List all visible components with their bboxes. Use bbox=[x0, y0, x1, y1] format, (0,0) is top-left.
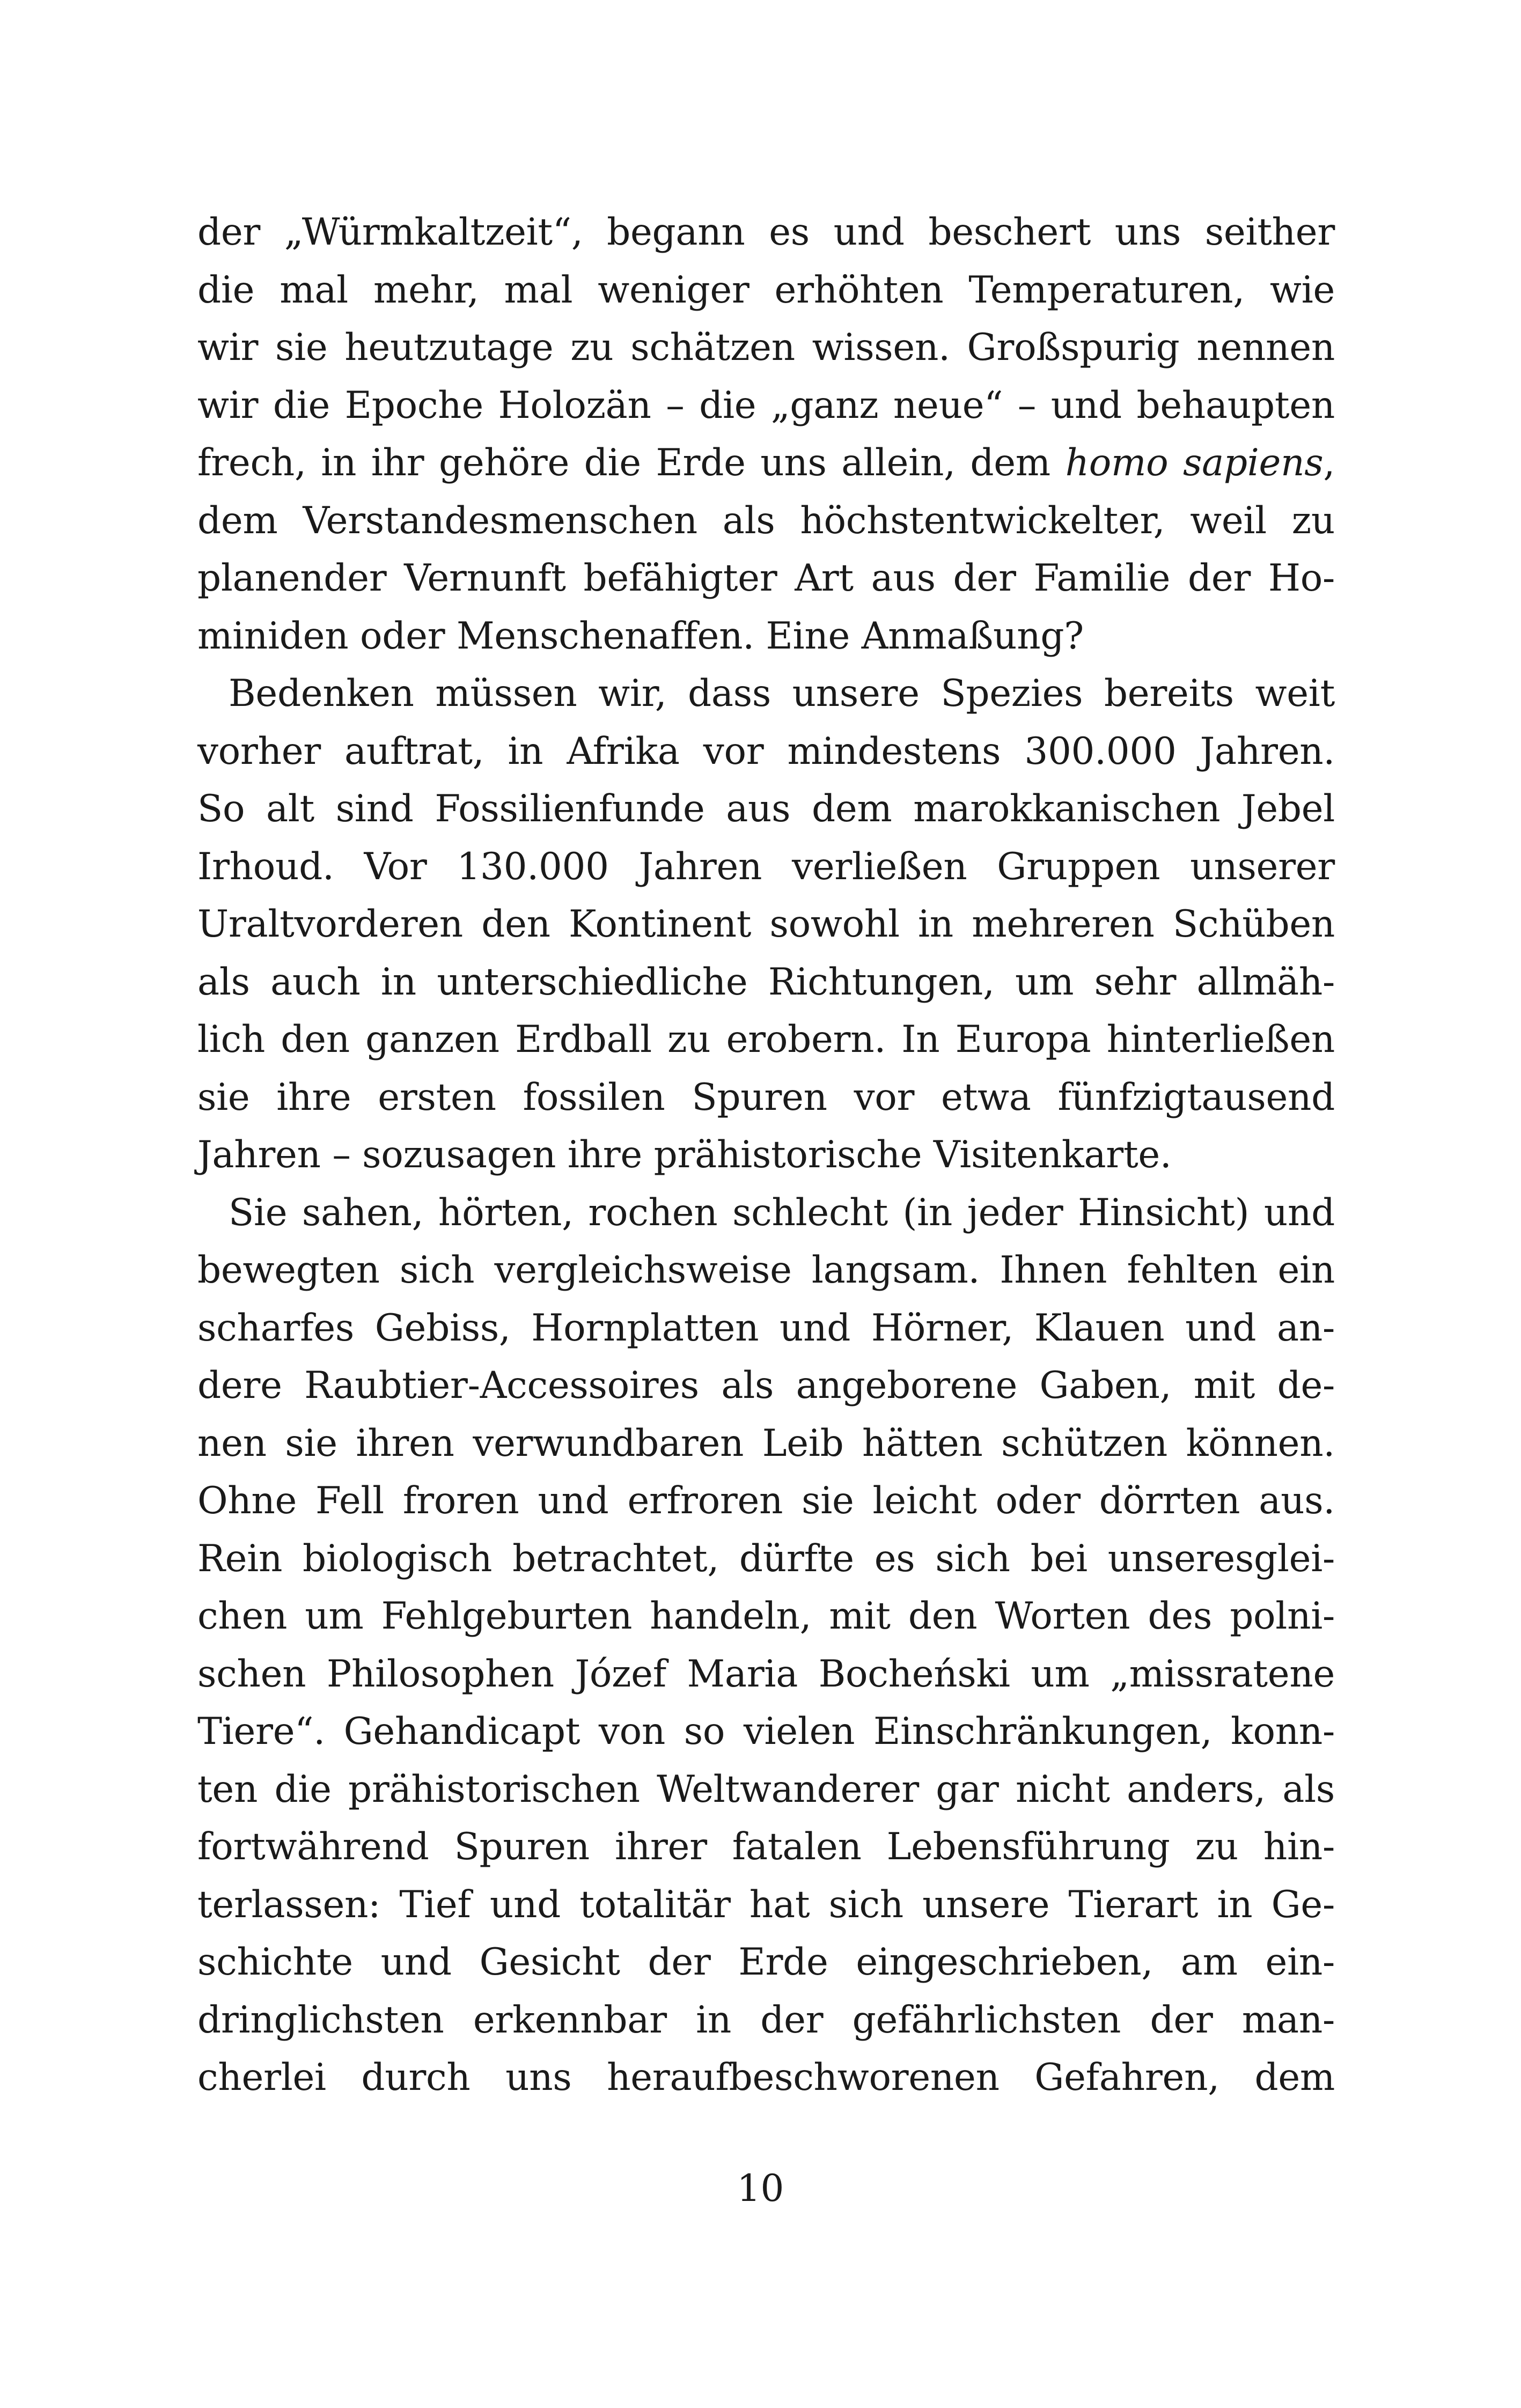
text-line: Irhoud. Vor 130.000 Jahren verließen Gruppen unserer bbox=[197, 845, 1335, 888]
text-line-with-italic: frech, in ihr gehöre die Erde uns allein, dem homo sapiens, bbox=[197, 441, 1335, 484]
text-line: ten die prähistorischen Weltwanderer gar nicht anders, als bbox=[197, 1768, 1335, 1811]
text-line: dringlichsten erkennbar in der gefährlichsten der man- bbox=[197, 1998, 1335, 2042]
text-line: terlassen: Tief und totalitär hat sich unsere Tierart in Ge- bbox=[197, 1883, 1335, 1926]
text-line: wir sie heutzutage zu schätzen wissen. Großspurig nennen bbox=[197, 326, 1335, 369]
paragraph-2 bbox=[197, 665, 1335, 1184]
text-line: fortwährend Spuren ihrer fatalen Lebensführung zu hin- bbox=[197, 1825, 1335, 1868]
paragraph-1 bbox=[197, 204, 1335, 665]
text-line: vorher auftrat, in Afrika vor mindestens 300.000 Jahren. bbox=[197, 730, 1335, 773]
text-line: als auch in unterschiedliche Richtungen, um sehr allmäh- bbox=[197, 960, 1335, 1004]
text-line: der „Würmkaltzeit“, begann es und beschert uns seither bbox=[197, 211, 1335, 254]
text-line: So alt sind Fossilienfunde aus dem marokkanischen Jebel bbox=[197, 787, 1335, 830]
paragraph-3 bbox=[197, 1184, 1335, 2107]
text-line: schen Philosophen Józef Maria Bocheński um „missratene bbox=[197, 1652, 1335, 1696]
text-line: schichte und Gesicht der Erde eingeschrieben, am ein- bbox=[197, 1941, 1335, 1984]
text-line: dere Raubtier-Accessoires als angeborene Gaben, mit de- bbox=[197, 1364, 1335, 1407]
page-number: 10 bbox=[737, 2167, 784, 2210]
text-line: scharfes Gebiss, Hornplatten und Hörner, Klauen und an- bbox=[197, 1306, 1335, 1350]
italic-term: homo sapiens bbox=[1065, 441, 1324, 484]
text-line: Bedenken müssen wir, dass unsere Spezies bereits weit bbox=[229, 672, 1335, 715]
text-line: Jahren – sozusagen ihre prähistorische Visitenkarte. bbox=[197, 1133, 1172, 1176]
text-line: bewegten sich vergleichsweise langsam. Ihnen fehlten ein bbox=[197, 1249, 1335, 1292]
text-line: cherlei durch uns heraufbeschworenen Gefahren, dem bbox=[197, 2056, 1335, 2099]
text-line: wir die Epoche Holozän – die „ganz neue“ – und behaupten bbox=[197, 384, 1335, 427]
text-line: Uraltvorderen den Kontinent sowohl in mehreren Schüben bbox=[197, 903, 1335, 946]
text-line: Rein biologisch betrachtet, dürfte es sich bei unseresglei- bbox=[197, 1537, 1335, 1580]
text-line: chen um Fehlgeburten handeln, mit den Worten des polni- bbox=[197, 1595, 1335, 1638]
text-line: Ohne Fell froren und erfroren sie leicht oder dörrten aus. bbox=[197, 1479, 1335, 1522]
text-line: die mal mehr, mal weniger erhöhten Temperaturen, wie bbox=[197, 268, 1335, 312]
text-line: sie ihre ersten fossilen Spuren vor etwa fünfzigtausend bbox=[197, 1076, 1335, 1119]
text-line: nen sie ihren verwundbaren Leib hätten schützen können. bbox=[197, 1422, 1335, 1465]
text-line: planender Vernunft befähigter Art aus der Familie der Ho- bbox=[197, 557, 1335, 600]
page-body bbox=[197, 204, 1335, 2107]
text-line: dem Verstandesmenschen als höchstentwickelter, weil zu bbox=[197, 499, 1335, 542]
text-line: lich den ganzen Erdball zu erobern. In Europa hinterließen bbox=[197, 1018, 1335, 1061]
text-line: Sie sahen, hörten, rochen schlecht (in jeder Hinsicht) und bbox=[229, 1191, 1335, 1234]
text-line: miniden oder Menschenaffen. Eine Anmaßung? bbox=[197, 614, 1084, 658]
text-line: Tiere“. Gehandicapt von so vielen Einschränkungen, konn- bbox=[197, 1710, 1335, 1753]
